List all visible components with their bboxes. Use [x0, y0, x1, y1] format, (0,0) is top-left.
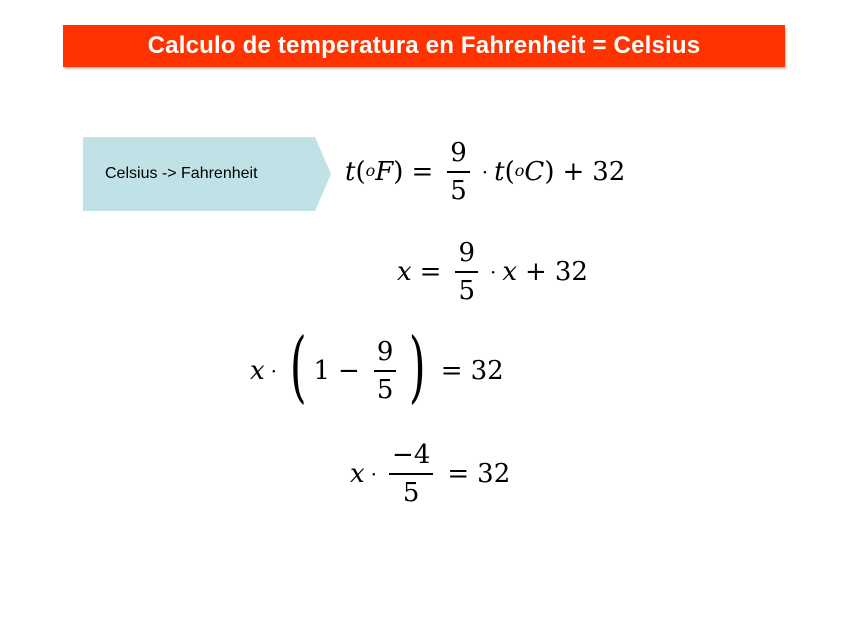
- eq1-rhs-t: t: [494, 157, 505, 187]
- eq4-frac-den: 5: [402, 477, 420, 508]
- eq1-t: t: [345, 157, 356, 187]
- equation-4: [350, 438, 510, 510]
- eq1-frac-num: 9: [450, 138, 467, 169]
- eq2-x: x: [397, 257, 412, 287]
- eq2-frac-bar: [455, 271, 478, 273]
- eq3-minus: −: [338, 356, 360, 386]
- eq1-close-paren: ): [393, 157, 404, 187]
- eq1-plus: +: [562, 157, 585, 187]
- eq1-open-paren: (: [355, 157, 366, 187]
- eq4-equals: =: [447, 459, 470, 489]
- eq2-fraction: [455, 238, 478, 306]
- eq3-one: 1: [313, 356, 331, 386]
- eq4-fraction: [389, 440, 433, 508]
- eq3-x: x: [250, 356, 265, 386]
- eq3-close-paren: ): [409, 322, 426, 412]
- equation-3: [250, 322, 504, 412]
- eq1-C: C: [524, 157, 545, 187]
- equation-2: [397, 236, 588, 308]
- eq3-dot: ·: [270, 359, 278, 383]
- eq3-open-paren: (: [289, 322, 307, 412]
- title-bar: [63, 25, 785, 67]
- eq3-const: 32: [470, 356, 504, 386]
- eq4-const: 32: [477, 459, 511, 489]
- eq4-x: x: [350, 459, 365, 489]
- eq1-equals: =: [411, 157, 434, 187]
- eq1-rhs-open-paren: (: [504, 157, 515, 187]
- eq4-frac-bar: [389, 473, 433, 475]
- eq4-dot: ·: [370, 462, 378, 486]
- eq1-rhs-degree-o: o: [514, 160, 525, 180]
- eq1-frac-bar: [447, 171, 470, 173]
- equation-1: [345, 136, 625, 208]
- eq3-frac-bar: [374, 370, 397, 372]
- eq1-frac-den: 5: [450, 175, 467, 206]
- eq1-dot: ·: [481, 160, 489, 184]
- eq2-plus: +: [525, 257, 547, 287]
- eq3-frac-den: 5: [376, 374, 394, 405]
- eq1-rhs-close-paren: ): [544, 157, 555, 187]
- eq1-const: 32: [592, 157, 626, 187]
- eq2-rhs-x: x: [502, 257, 518, 287]
- eq2-const: 32: [554, 257, 588, 287]
- eq1-degree-o: o: [365, 160, 376, 180]
- eq1-fraction: [447, 138, 470, 206]
- conversion-label-arrow: [83, 137, 331, 211]
- slide-title: Calculo de temperatura en Fahrenheit = Celsius: [147, 32, 701, 59]
- eq2-dot: ·: [490, 260, 497, 284]
- eq2-equals: =: [419, 257, 442, 287]
- conversion-label-text: Celsius -> Fahrenheit: [105, 165, 258, 182]
- eq4-frac-num: −4: [392, 440, 431, 471]
- eq2-frac-num: 9: [458, 238, 476, 269]
- eq1-F: F: [375, 157, 394, 187]
- eq3-equals: =: [440, 356, 463, 386]
- eq3-frac-num: 9: [376, 337, 394, 368]
- eq3-fraction: [374, 337, 397, 405]
- eq2-frac-den: 5: [458, 275, 476, 306]
